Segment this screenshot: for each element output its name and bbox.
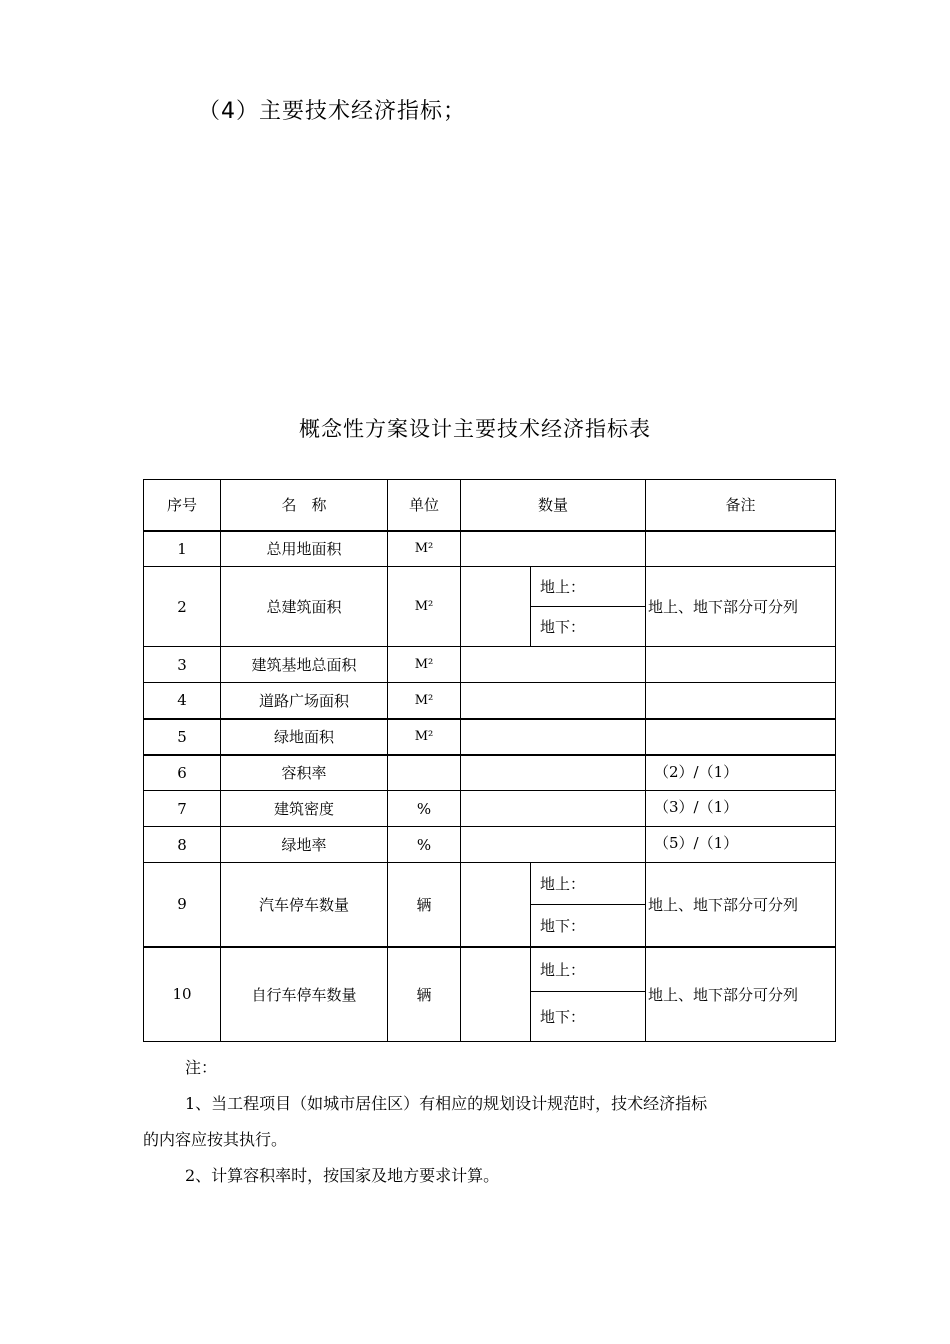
indicators-table [143,479,836,1042]
row-no: 2 [144,567,221,647]
table-row [144,863,836,905]
table-row [144,531,836,567]
note-item-1-continued: 的内容应按其执行。 [143,1130,288,1149]
row-unit: M² [388,567,461,647]
row-no: 7 [144,791,221,827]
table-row [144,719,836,755]
row-unit: M² [388,647,461,683]
row-sub-above: 地上： [531,567,646,607]
row-name: 建筑密度 [221,791,388,827]
row-sub-below: 地下： [531,607,646,647]
header-remark: 备注 [646,480,836,531]
row-name: 总用地面积 [221,531,388,567]
table-header-row [144,480,836,531]
row-sub-above: 地上： [531,863,646,905]
row-unit: % [388,827,461,863]
row-name: 建筑基地总面积 [221,647,388,683]
header-unit: 单位 [388,480,461,531]
row-quantity [461,567,531,647]
row-no: 9 [144,863,221,947]
row-unit: M² [388,531,461,567]
row-name: 道路广场面积 [221,683,388,719]
row-quantity [461,647,646,683]
table-title: 概念性方案设计主要技术经济指标表 [299,417,651,441]
notes [143,1050,823,1194]
row-sub-below: 地下： [531,992,646,1042]
table-row [144,683,836,719]
row-no: 8 [144,827,221,863]
notes-label: 注： [185,1058,218,1077]
row-quantity [461,863,531,947]
row-quantity [461,791,646,827]
row-quantity [461,827,646,863]
row-quantity [461,947,531,1042]
row-no: 3 [144,647,221,683]
row-remark: （3）/（1） [646,791,836,827]
row-sub-below: 地下： [531,905,646,947]
row-name: 绿地面积 [221,719,388,755]
header-name: 名 称 [221,480,388,531]
table-row [144,947,836,992]
row-remark: 地上、地下部分可分列 [646,863,836,947]
note-item-2: 2、计算容积率时，按国家及地方要求计算。 [185,1166,500,1185]
row-quantity [461,683,646,719]
row-name: 自行车停车数量 [221,947,388,1042]
row-remark [646,719,836,755]
table-row [144,755,836,791]
row-no: 1 [144,531,221,567]
row-no: 5 [144,719,221,755]
row-quantity [461,531,646,567]
row-remark: 地上、地下部分可分列 [646,947,836,1042]
section-heading: （4）主要技术经济指标； [198,99,466,124]
row-unit: % [388,791,461,827]
table-row [144,791,836,827]
row-unit [388,755,461,791]
row-unit: 辆 [388,947,461,1042]
table-row [144,827,836,863]
row-remark [646,683,836,719]
row-no: 4 [144,683,221,719]
row-sub-above: 地上： [531,947,646,992]
header-quantity: 数量 [461,480,646,531]
row-name: 绿地率 [221,827,388,863]
row-remark: （5）/（1） [646,827,836,863]
row-no: 10 [144,947,221,1042]
row-remark [646,647,836,683]
row-name: 汽车停车数量 [221,863,388,947]
table-row [144,567,836,607]
header-no: 序号 [144,480,221,531]
row-name: 容积率 [221,755,388,791]
row-quantity [461,755,646,791]
row-no: 6 [144,755,221,791]
row-unit: M² [388,719,461,755]
table-row [144,647,836,683]
row-quantity [461,719,646,755]
row-unit: 辆 [388,863,461,947]
row-remark [646,531,836,567]
row-name: 总建筑面积 [221,567,388,647]
row-remark: （2）/（1） [646,755,836,791]
note-item-1: 1、当工程项目（如城市居住区）有相应的规划设计规范时，技术经济指标 [185,1094,708,1113]
row-unit: M² [388,683,461,719]
row-remark: 地上、地下部分可分列 [646,567,836,647]
